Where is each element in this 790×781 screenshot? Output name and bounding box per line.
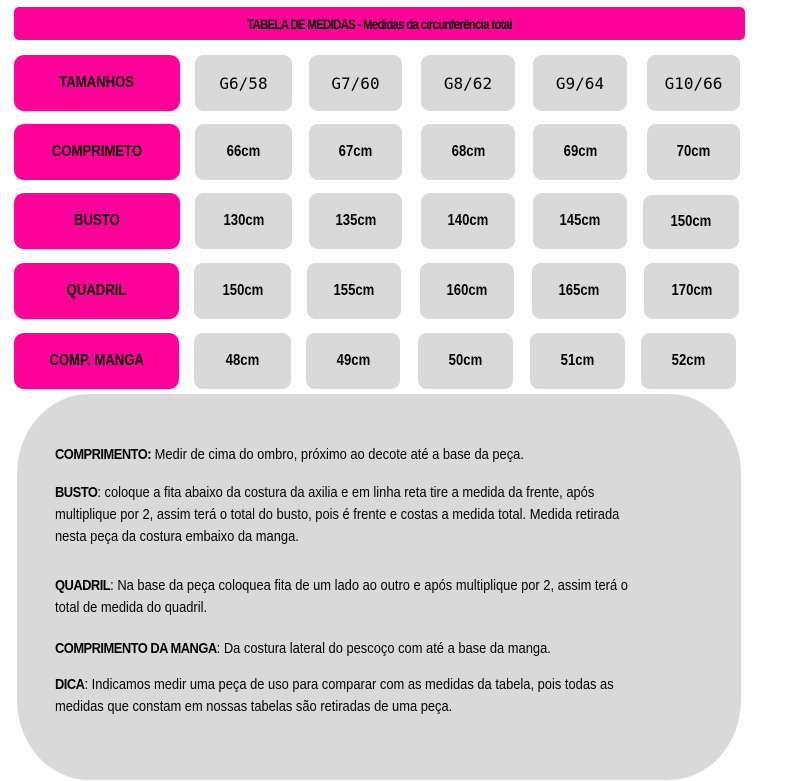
measure-cell <box>309 193 402 249</box>
instruction-text: : Na base da peça coloquea fita de um lado ao outro e após multiplique por 2, assim terá o <box>110 577 628 594</box>
measure-value: 155cm <box>333 282 375 299</box>
measure-cell <box>195 193 292 249</box>
size-cell <box>309 55 402 111</box>
size-value: G9/64 <box>555 73 605 93</box>
instruction-text: nesta peça da costura embaixo da manga. <box>55 528 299 545</box>
measure-row-comprimento <box>0 124 790 180</box>
measure-value: 50cm <box>448 352 483 369</box>
instruction-key: DICA <box>55 676 85 693</box>
size-value: G8/62 <box>443 73 493 93</box>
instruction-text: : Indicamos medir uma peça de uso para comparar com as medidas da tabela, pois todas as <box>84 676 614 693</box>
measure-cell <box>644 263 739 319</box>
row-label-manga <box>14 333 179 389</box>
measure-cell <box>420 263 514 319</box>
measure-cell <box>533 193 627 249</box>
sizes-row <box>0 55 790 111</box>
measure-cell <box>421 124 515 180</box>
row-label-text: TAMANHOS <box>59 74 135 91</box>
size-cell <box>421 55 515 111</box>
measure-value: 66cm <box>226 143 261 160</box>
instruction-key: COMPRIMENTO DA MANGA <box>55 640 217 657</box>
row-label-comprimento <box>14 124 180 180</box>
instruction-busto <box>55 482 745 548</box>
measure-value: 67cm <box>338 143 373 160</box>
row-label-text: COMPRIMETO <box>51 143 143 160</box>
size-cell <box>533 55 627 111</box>
measure-cell <box>194 263 291 319</box>
measure-value: 140cm <box>447 212 489 229</box>
measure-cell <box>643 195 739 249</box>
size-value: G6/58 <box>219 73 268 93</box>
measure-value: 150cm <box>222 282 263 299</box>
measure-value: 51cm <box>560 352 595 369</box>
measuring-instructions-panel <box>17 394 741 780</box>
instruction-key: COMPRIMENTO: <box>55 446 152 463</box>
row-label-busto <box>14 193 180 249</box>
instruction-text: medidas que constam em nossas tabelas são retiradas de uma peça. <box>55 698 453 715</box>
measure-cell <box>194 333 291 389</box>
table-title: TABELA DE MEDIDAS - Medidas da circunferência total <box>247 15 512 32</box>
measure-value: 130cm <box>223 212 264 229</box>
instruction-key: QUADRIL <box>55 577 111 594</box>
measure-cell <box>306 333 400 389</box>
measure-value: 165cm <box>558 282 600 299</box>
instruction-quadril <box>55 575 745 619</box>
measure-value: 70cm <box>676 143 711 160</box>
instruction-text: : Da costura lateral do pescoço com até a base da manga. <box>216 640 551 657</box>
measure-cell <box>195 124 292 180</box>
size-value: G10/66 <box>664 73 723 93</box>
measure-value: 170cm <box>671 282 712 299</box>
row-label-quadril <box>14 263 179 319</box>
measure-value: 160cm <box>446 282 488 299</box>
measure-value: 49cm <box>336 352 370 369</box>
measure-cell <box>307 263 401 319</box>
measure-value: 69cm <box>563 143 597 160</box>
instruction-text: : coloque a fita abaixo da costura da axilia e em linha reta tire a medida da frente, após <box>97 484 595 501</box>
instruction-manga <box>55 638 745 660</box>
size-cell <box>195 55 292 111</box>
instruction-comprimento <box>55 444 745 466</box>
measure-cell <box>421 193 515 249</box>
measure-cell <box>309 124 402 180</box>
measure-cell <box>647 124 740 180</box>
measure-value: 145cm <box>559 212 601 229</box>
measure-value: 48cm <box>225 352 260 369</box>
size-cell <box>647 55 740 111</box>
instruction-text: Medir de cima do ombro, próximo ao decote até a base da peça. <box>151 446 524 463</box>
measure-cell <box>530 333 625 389</box>
row-label-tamanhos <box>14 55 180 111</box>
measure-cell <box>533 124 627 180</box>
size-value: G7/60 <box>331 73 380 93</box>
row-label-text: COMP. MANGA <box>49 352 144 369</box>
measure-cell <box>641 333 736 389</box>
instruction-text: total de medida do quadril. <box>55 599 208 616</box>
measure-value: 150cm <box>670 213 712 230</box>
measure-row-busto <box>0 193 790 249</box>
row-label-text: QUADRIL <box>66 282 127 299</box>
instruction-text: multiplique por 2, assim terá o total do busto, pois é frente e costas a medida total. Medida retirada <box>55 506 620 523</box>
table-title-banner <box>14 7 745 40</box>
measure-value: 52cm <box>671 352 706 369</box>
measure-row-quadril <box>0 263 790 319</box>
instruction-key: BUSTO <box>55 484 98 501</box>
instruction-dica <box>55 674 745 718</box>
measure-row-manga <box>0 333 790 389</box>
row-label-text: BUSTO <box>74 212 120 229</box>
measure-value: 135cm <box>335 212 376 229</box>
measure-cell <box>532 263 626 319</box>
measure-cell <box>418 333 513 389</box>
measure-value: 68cm <box>451 143 485 160</box>
